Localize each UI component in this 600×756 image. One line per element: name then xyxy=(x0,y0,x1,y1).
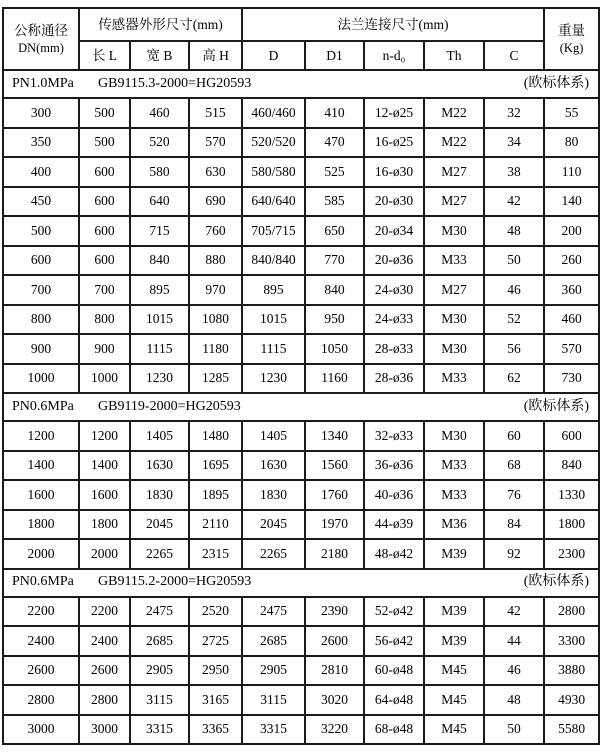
table-cell: 3165 xyxy=(189,685,242,715)
table-cell: 840 xyxy=(305,275,364,305)
table-cell: 1800 xyxy=(544,510,599,540)
table-cell: 970 xyxy=(189,275,242,305)
section-standard-code: GB9115.3-2000=HG20593 xyxy=(98,75,252,91)
table-cell: 2685 xyxy=(130,626,189,656)
table-cell: 730 xyxy=(544,364,599,394)
table-cell: M45 xyxy=(424,656,484,686)
table-cell: M39 xyxy=(424,539,484,569)
table-cell: 705/715 xyxy=(242,216,305,246)
table-cell: 1970 xyxy=(305,510,364,540)
table-cell: 300 xyxy=(3,98,79,128)
table-cell: 1560 xyxy=(305,451,364,481)
table-cell: 600 xyxy=(79,157,130,187)
table-row xyxy=(3,157,599,187)
section-pressure-rating: PN0.6MPa xyxy=(12,398,74,414)
table-cell: 840/840 xyxy=(242,246,305,276)
table-cell: 715 xyxy=(130,216,189,246)
table-cell: 44-ø39 xyxy=(364,510,424,540)
table-cell: 895 xyxy=(242,275,305,305)
table-cell: 1340 xyxy=(305,421,364,451)
header-nominal-diameter xyxy=(3,8,79,70)
table-cell: M27 xyxy=(424,187,484,217)
table-cell: 20-ø34 xyxy=(364,216,424,246)
table-cell: 760 xyxy=(189,216,242,246)
table-header xyxy=(3,8,599,70)
table-cell: 38 xyxy=(484,157,544,187)
table-cell: 2300 xyxy=(544,539,599,569)
section-header-content xyxy=(4,76,598,92)
table-cell: 28-ø36 xyxy=(364,364,424,394)
table-cell: 3115 xyxy=(130,685,189,715)
table-cell: 700 xyxy=(79,275,130,305)
table-cell: 1405 xyxy=(130,421,189,451)
table-cell: 2110 xyxy=(189,510,242,540)
table-cell: 2600 xyxy=(3,656,79,686)
table-cell: 690 xyxy=(189,187,242,217)
table-cell: 1895 xyxy=(189,480,242,510)
table-cell: 50 xyxy=(484,715,544,745)
table-cell: 3315 xyxy=(130,715,189,745)
table-cell: 46 xyxy=(484,656,544,686)
table-cell: 585 xyxy=(305,187,364,217)
table-cell: 36-ø36 xyxy=(364,451,424,481)
table-cell: 2000 xyxy=(79,539,130,569)
table-cell: 770 xyxy=(305,246,364,276)
table-cell: 520/520 xyxy=(242,128,305,158)
table-cell: 2800 xyxy=(79,685,130,715)
table-cell: 2475 xyxy=(242,597,305,627)
table-cell: 2045 xyxy=(242,510,305,540)
table-cell: 260 xyxy=(544,246,599,276)
table-cell: 400 xyxy=(3,157,79,187)
dimension-spec-table xyxy=(2,7,600,745)
header-weight-label-cn: 重量 xyxy=(558,23,586,39)
table-cell: 48 xyxy=(484,216,544,246)
table-cell: 570 xyxy=(189,128,242,158)
table-cell: 600 xyxy=(79,216,130,246)
table-cell: 80 xyxy=(544,128,599,158)
table-row xyxy=(3,216,599,246)
table-cell: 460 xyxy=(130,98,189,128)
table-cell: 76 xyxy=(484,480,544,510)
table-cell: 12-ø25 xyxy=(364,98,424,128)
table-cell: 200 xyxy=(544,216,599,246)
table-cell: 520 xyxy=(130,128,189,158)
table-cell: 1080 xyxy=(189,305,242,335)
table-cell: 525 xyxy=(305,157,364,187)
table-cell: 3020 xyxy=(305,685,364,715)
table-cell: 840 xyxy=(544,451,599,481)
table-cell: 1230 xyxy=(130,364,189,394)
table-cell: 2600 xyxy=(79,656,130,686)
table-cell: 600 xyxy=(3,246,79,276)
table-row xyxy=(3,451,599,481)
table-cell: 60-ø48 xyxy=(364,656,424,686)
table-cell: 1160 xyxy=(305,364,364,394)
table-cell: 56-ø42 xyxy=(364,626,424,656)
table-cell: 1000 xyxy=(3,364,79,394)
table-cell: 500 xyxy=(79,98,130,128)
header-height-h: 高 H xyxy=(189,41,242,70)
table-cell: 3000 xyxy=(3,715,79,745)
table-cell: 2180 xyxy=(305,539,364,569)
header-th: Th xyxy=(424,41,484,70)
table-cell: 2400 xyxy=(79,626,130,656)
table-cell: 3880 xyxy=(544,656,599,686)
table-cell: 2200 xyxy=(79,597,130,627)
table-cell: 2265 xyxy=(130,539,189,569)
table-row xyxy=(3,685,599,715)
table-cell: 48 xyxy=(484,685,544,715)
table-cell: 410 xyxy=(305,98,364,128)
section-pressure-rating: PN0.6MPa xyxy=(12,574,74,590)
table-cell: 32 xyxy=(484,98,544,128)
table-cell: 1830 xyxy=(130,480,189,510)
table-cell: M33 xyxy=(424,480,484,510)
section-standard-code: GB9115.2-2000=HG20593 xyxy=(98,574,252,590)
table-cell: 1760 xyxy=(305,480,364,510)
table-cell: 900 xyxy=(79,334,130,364)
table-cell: 3315 xyxy=(242,715,305,745)
table-cell: 62 xyxy=(484,364,544,394)
table-cell: 2000 xyxy=(3,539,79,569)
table-cell: M33 xyxy=(424,364,484,394)
table-cell: M33 xyxy=(424,246,484,276)
table-cell: 470 xyxy=(305,128,364,158)
header-n-d0: n-d₀ xyxy=(364,41,424,70)
table-cell: 1800 xyxy=(79,510,130,540)
table-cell: 42 xyxy=(484,597,544,627)
table-cell: 500 xyxy=(3,216,79,246)
table-cell: M39 xyxy=(424,597,484,627)
table-cell: 515 xyxy=(189,98,242,128)
table-cell: 110 xyxy=(544,157,599,187)
table-cell: 460 xyxy=(544,305,599,335)
table-cell: 3115 xyxy=(242,685,305,715)
header-d: D xyxy=(242,41,305,70)
table-body xyxy=(3,70,599,744)
table-cell: 92 xyxy=(484,539,544,569)
table-row xyxy=(3,334,599,364)
table-cell: 800 xyxy=(3,305,79,335)
table-cell: M45 xyxy=(424,715,484,745)
table-cell: 1630 xyxy=(130,451,189,481)
table-row xyxy=(3,246,599,276)
header-dn-label-cn: 公称通径 xyxy=(14,23,68,39)
table-cell: 1600 xyxy=(3,480,79,510)
table-cell: 4930 xyxy=(544,685,599,715)
header-c: C xyxy=(484,41,544,70)
table-cell: 1000 xyxy=(79,364,130,394)
table-cell: 600 xyxy=(79,246,130,276)
table-cell: 580 xyxy=(130,157,189,187)
section-standard-code: GB9119-2000=HG20593 xyxy=(98,398,241,414)
table-cell: 640 xyxy=(130,187,189,217)
table-cell: M33 xyxy=(424,451,484,481)
table-cell: 1115 xyxy=(242,334,305,364)
table-cell: 2520 xyxy=(189,597,242,627)
table-cell: 1830 xyxy=(242,480,305,510)
table-cell: 700 xyxy=(3,275,79,305)
table-row xyxy=(3,480,599,510)
section-header-cell xyxy=(3,569,599,597)
table-cell: 2200 xyxy=(3,597,79,627)
table-cell: 50 xyxy=(484,246,544,276)
table-cell: 68 xyxy=(484,451,544,481)
table-cell: 1400 xyxy=(79,451,130,481)
table-row xyxy=(3,275,599,305)
section-header-row xyxy=(3,569,599,597)
table-cell: 1800 xyxy=(3,510,79,540)
table-cell: 56 xyxy=(484,334,544,364)
table-cell: 46 xyxy=(484,275,544,305)
table-cell: 570 xyxy=(544,334,599,364)
table-cell: 1015 xyxy=(130,305,189,335)
table-row xyxy=(3,98,599,128)
table-cell: 42 xyxy=(484,187,544,217)
table-cell: 950 xyxy=(305,305,364,335)
table-cell: M39 xyxy=(424,626,484,656)
table-cell: 800 xyxy=(79,305,130,335)
table-row xyxy=(3,715,599,745)
header-weight-label-unit: (Kg) xyxy=(559,40,584,55)
table-cell: 1695 xyxy=(189,451,242,481)
table-cell: 16-ø30 xyxy=(364,157,424,187)
section-system-note: (欧标体系) xyxy=(523,398,590,414)
table-row xyxy=(3,421,599,451)
table-cell: 3300 xyxy=(544,626,599,656)
table-cell: 500 xyxy=(79,128,130,158)
section-header-cell xyxy=(3,70,599,98)
section-header-content xyxy=(4,399,598,415)
table-cell: 640/640 xyxy=(242,187,305,217)
table-cell: 1405 xyxy=(242,421,305,451)
table-cell: 3220 xyxy=(305,715,364,745)
table-cell: 32-ø33 xyxy=(364,421,424,451)
section-header-content xyxy=(4,574,598,590)
table-cell: 630 xyxy=(189,157,242,187)
table-cell: 1230 xyxy=(242,364,305,394)
table-cell: 1400 xyxy=(3,451,79,481)
table-cell: M30 xyxy=(424,334,484,364)
header-width-b: 宽 B xyxy=(130,41,189,70)
header-weight xyxy=(544,8,599,70)
table-cell: 1180 xyxy=(189,334,242,364)
header-d1: D1 xyxy=(305,41,364,70)
header-sensor-dimensions-group: 传感器外形尺寸(mm) xyxy=(79,8,242,41)
table-cell: 84 xyxy=(484,510,544,540)
table-row xyxy=(3,656,599,686)
table-cell: 1115 xyxy=(130,334,189,364)
table-cell: M30 xyxy=(424,305,484,335)
table-cell: 2950 xyxy=(189,656,242,686)
section-header-cell xyxy=(3,393,599,421)
table-cell: 20-ø30 xyxy=(364,187,424,217)
table-cell: 52-ø42 xyxy=(364,597,424,627)
table-cell: 1200 xyxy=(3,421,79,451)
table-cell: 460/460 xyxy=(242,98,305,128)
table-cell: 44 xyxy=(484,626,544,656)
table-cell: 34 xyxy=(484,128,544,158)
table-cell: 2390 xyxy=(305,597,364,627)
table-row xyxy=(3,510,599,540)
table-cell: M22 xyxy=(424,98,484,128)
table-cell: 650 xyxy=(305,216,364,246)
table-cell: 64-ø48 xyxy=(364,685,424,715)
table-cell: 24-ø33 xyxy=(364,305,424,335)
table-cell: 52 xyxy=(484,305,544,335)
table-cell: 60 xyxy=(484,421,544,451)
table-cell: 68-ø48 xyxy=(364,715,424,745)
table-cell: 16-ø25 xyxy=(364,128,424,158)
table-cell: 2905 xyxy=(130,656,189,686)
table-row xyxy=(3,364,599,394)
table-cell: 1480 xyxy=(189,421,242,451)
section-pressure-rating: PN1.0MPa xyxy=(12,75,74,91)
table-cell: 3000 xyxy=(79,715,130,745)
section-header-row xyxy=(3,70,599,98)
section-header-row xyxy=(3,393,599,421)
table-cell: 880 xyxy=(189,246,242,276)
table-cell: 5580 xyxy=(544,715,599,745)
table-cell: 2045 xyxy=(130,510,189,540)
table-cell: 2800 xyxy=(544,597,599,627)
table-cell: 1015 xyxy=(242,305,305,335)
table-cell: 3365 xyxy=(189,715,242,745)
table-cell: 2400 xyxy=(3,626,79,656)
header-length-l: 长 L xyxy=(79,41,130,70)
table-cell: 2800 xyxy=(3,685,79,715)
table-cell: 900 xyxy=(3,334,79,364)
table-cell: 600 xyxy=(79,187,130,217)
section-system-note: (欧标体系) xyxy=(523,75,590,91)
table-row xyxy=(3,187,599,217)
table-cell: 2810 xyxy=(305,656,364,686)
table-cell: 2600 xyxy=(305,626,364,656)
table-cell: 895 xyxy=(130,275,189,305)
table-cell: M36 xyxy=(424,510,484,540)
table-cell: 2475 xyxy=(130,597,189,627)
table-cell: 2315 xyxy=(189,539,242,569)
table-cell: 40-ø36 xyxy=(364,480,424,510)
table-cell: 350 xyxy=(3,128,79,158)
table-cell: 2905 xyxy=(242,656,305,686)
table-row xyxy=(3,597,599,627)
table-cell: 20-ø36 xyxy=(364,246,424,276)
table-cell: 140 xyxy=(544,187,599,217)
header-dn-label-unit: DN(mm) xyxy=(18,40,64,55)
table-cell: 1330 xyxy=(544,480,599,510)
table-cell: 1630 xyxy=(242,451,305,481)
table-cell: 580/580 xyxy=(242,157,305,187)
table-cell: M45 xyxy=(424,685,484,715)
header-flange-connection-group: 法兰连接尺寸(mm) xyxy=(242,8,544,41)
table-cell: 840 xyxy=(130,246,189,276)
table-cell: 1050 xyxy=(305,334,364,364)
table-cell: 600 xyxy=(544,421,599,451)
table-row xyxy=(3,128,599,158)
table-cell: 2265 xyxy=(242,539,305,569)
table-row xyxy=(3,539,599,569)
table-cell: M30 xyxy=(424,421,484,451)
table-cell: M27 xyxy=(424,275,484,305)
table-cell: 48-ø42 xyxy=(364,539,424,569)
table-cell: 450 xyxy=(3,187,79,217)
table-row xyxy=(3,305,599,335)
table-cell: 55 xyxy=(544,98,599,128)
table-cell: 24-ø30 xyxy=(364,275,424,305)
table-cell: 2725 xyxy=(189,626,242,656)
table-cell: 360 xyxy=(544,275,599,305)
table-cell: 2685 xyxy=(242,626,305,656)
section-system-note: (欧标体系) xyxy=(523,574,590,590)
table-cell: M30 xyxy=(424,216,484,246)
table-cell: 1200 xyxy=(79,421,130,451)
table-row xyxy=(3,626,599,656)
table-cell: 1600 xyxy=(79,480,130,510)
table-cell: M27 xyxy=(424,157,484,187)
table-cell: 1285 xyxy=(189,364,242,394)
table-cell: 28-ø33 xyxy=(364,334,424,364)
table-cell: M22 xyxy=(424,128,484,158)
